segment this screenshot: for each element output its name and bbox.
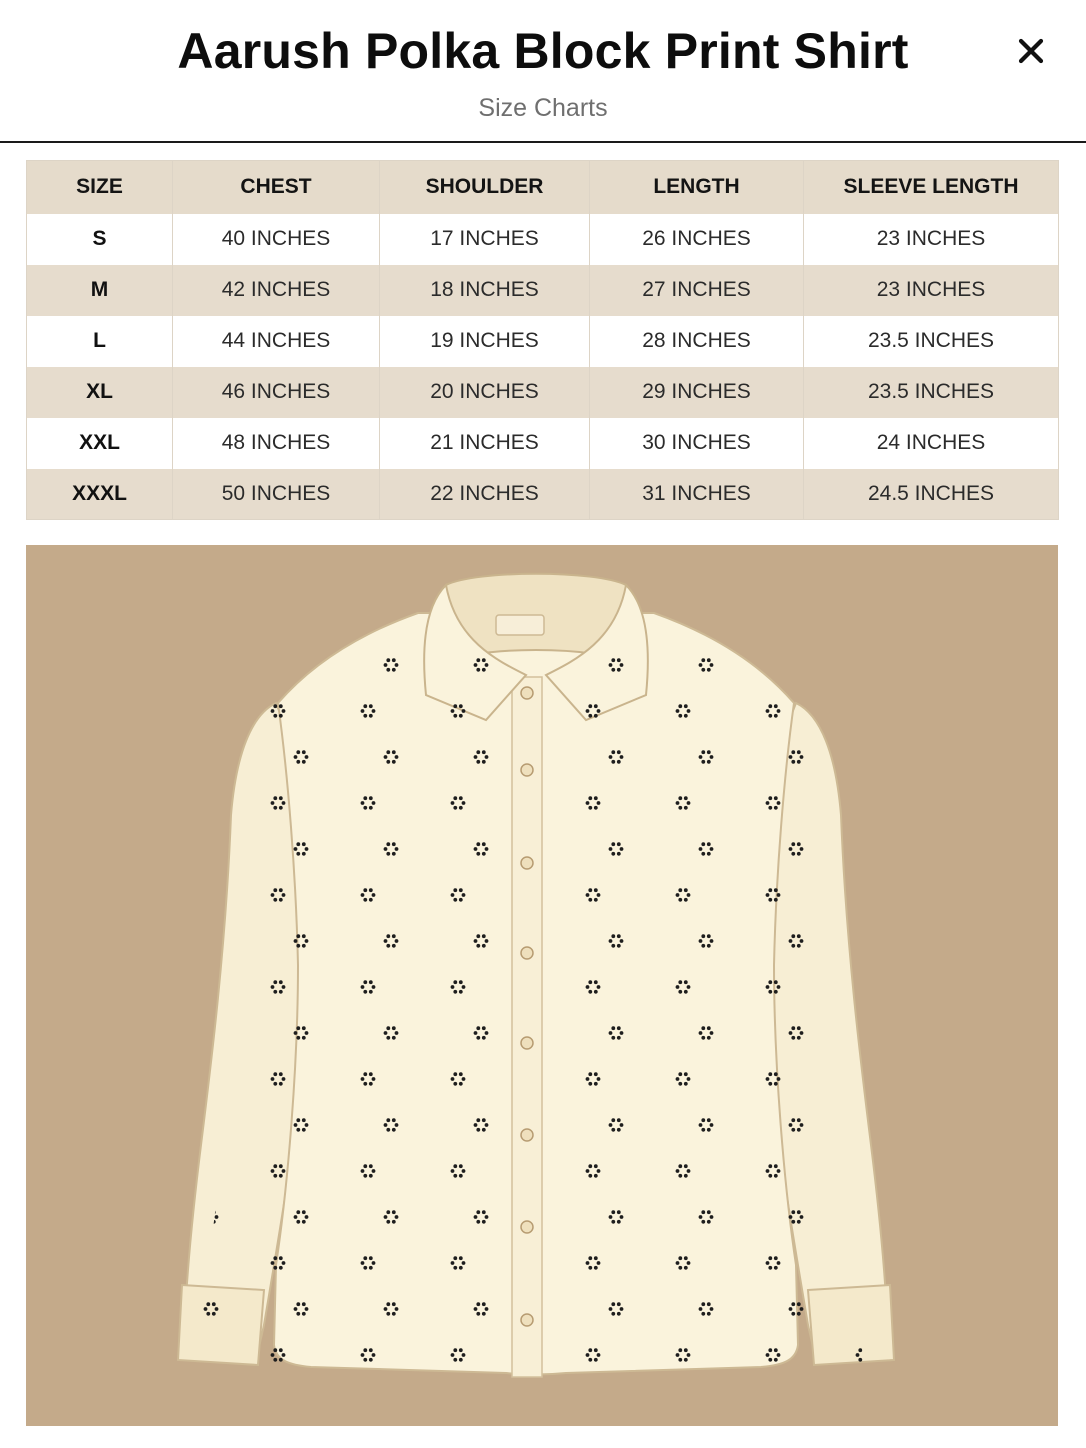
chest-cell: 44 INCHES: [173, 316, 380, 367]
table-row: [27, 418, 1059, 469]
collar-label: [496, 615, 544, 635]
column-header-shoulder: SHOULDER: [380, 161, 590, 214]
shoulder-cell: 22 INCHES: [380, 469, 590, 520]
length-cell: 27 INCHES: [590, 265, 804, 316]
chest-cell: 42 INCHES: [173, 265, 380, 316]
polka-motif: [856, 980, 871, 993]
size-cell: S: [27, 214, 173, 265]
polka-motif: [856, 796, 871, 809]
sleeve-length-cell: 23 INCHES: [804, 265, 1059, 316]
polka-motif: [789, 658, 804, 671]
size-charts-subtitle: Size Charts: [478, 94, 608, 122]
modal-header: [0, 0, 1086, 143]
button-placket: [512, 677, 542, 1377]
chest-cell: 48 INCHES: [173, 418, 380, 469]
column-header-chest: CHEST: [173, 161, 380, 214]
table-header-row: [27, 161, 1059, 214]
table-row: [27, 316, 1059, 367]
shoulder-cell: 19 INCHES: [380, 316, 590, 367]
close-button[interactable]: [1008, 28, 1054, 74]
left-cuff: [178, 1285, 264, 1365]
sleeve-length-cell: 23.5 INCHES: [804, 316, 1059, 367]
polka-motif: [204, 842, 219, 855]
length-cell: 31 INCHES: [590, 469, 804, 520]
shirt-illustration-panel: [26, 545, 1058, 1426]
close-icon: [1008, 28, 1054, 74]
length-cell: 28 INCHES: [590, 316, 804, 367]
shoulder-cell: 21 INCHES: [380, 418, 590, 469]
column-header-sleeve-length: SLEEVE LENGTH: [804, 161, 1059, 214]
sleeve-length-cell: 24 INCHES: [804, 418, 1059, 469]
sleeve-length-cell: 23.5 INCHES: [804, 367, 1059, 418]
shoulder-cell: 18 INCHES: [380, 265, 590, 316]
table-row: [27, 469, 1059, 520]
product-title: Aarush Polka Block Print Shirt: [177, 23, 909, 79]
sleeve-length-cell: 23 INCHES: [804, 214, 1059, 265]
shoulder-cell: 20 INCHES: [380, 367, 590, 418]
size-cell: XXXL: [27, 469, 173, 520]
size-cell: XXL: [27, 418, 173, 469]
polka-motif: [856, 888, 871, 901]
sleeve-length-cell: 24.5 INCHES: [804, 469, 1059, 520]
column-header-length: LENGTH: [590, 161, 804, 214]
length-cell: 30 INCHES: [590, 418, 804, 469]
polka-motif: [204, 934, 219, 947]
chest-cell: 50 INCHES: [173, 469, 380, 520]
polka-motif: [294, 658, 309, 671]
chest-cell: 40 INCHES: [173, 214, 380, 265]
size-cell: M: [27, 265, 173, 316]
chest-cell: 46 INCHES: [173, 367, 380, 418]
size-cell: XL: [27, 367, 173, 418]
table-row: [27, 265, 1059, 316]
column-header-size: SIZE: [27, 161, 173, 214]
size-cell: L: [27, 316, 173, 367]
length-cell: 26 INCHES: [590, 214, 804, 265]
table-row: [27, 367, 1059, 418]
right-cuff: [808, 1285, 894, 1365]
length-cell: 29 INCHES: [590, 367, 804, 418]
shirt-illustration: [26, 545, 1058, 1426]
table-row: [27, 214, 1059, 265]
polka-motif: [204, 658, 219, 671]
shoulder-cell: 17 INCHES: [380, 214, 590, 265]
polka-motif: [204, 750, 219, 763]
size-chart-table: [26, 160, 1059, 520]
polka-motif: [856, 704, 871, 717]
